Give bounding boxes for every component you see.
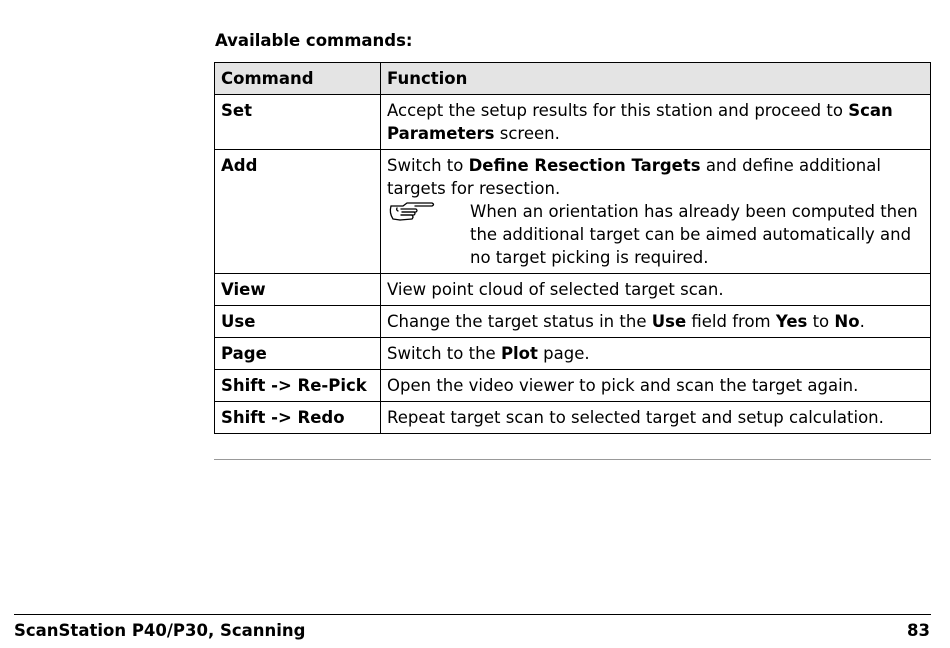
- function-description: [387, 406, 924, 429]
- bold-term: No: [834, 312, 860, 331]
- command-name: Set: [215, 95, 381, 150]
- function-description: [387, 310, 924, 333]
- table-row: [215, 95, 931, 150]
- page-number: 83: [907, 621, 930, 640]
- note-block: [387, 200, 924, 269]
- command-name: View: [215, 274, 381, 306]
- pointing-hand-icon: [387, 200, 470, 223]
- header-function: Function: [381, 63, 931, 95]
- command-name: Use: [215, 306, 381, 338]
- table-row: [215, 150, 931, 274]
- footer-title: ScanStation P40/P30, Scanning: [14, 621, 306, 640]
- commands-table: [214, 62, 931, 434]
- section-divider: [214, 459, 931, 460]
- text-segment: .: [859, 312, 865, 331]
- text-segment: Open the video viewer to pick and scan the target again.: [387, 376, 859, 395]
- header-command: Command: [215, 63, 381, 95]
- command-function: [381, 338, 931, 370]
- bold-term: Use: [651, 312, 687, 331]
- text-segment: and define additional targets for resection.: [387, 156, 881, 198]
- bold-term: Yes: [775, 312, 808, 331]
- footer-rule: [14, 614, 931, 615]
- table-row: [215, 338, 931, 370]
- command-function: [381, 95, 931, 150]
- text-segment: field from: [686, 312, 776, 331]
- function-description: [387, 278, 924, 301]
- command-function: [381, 274, 931, 306]
- table-row: [215, 306, 931, 338]
- text-segment: screen.: [494, 124, 560, 143]
- table-body: [215, 95, 931, 434]
- command-function: [381, 370, 931, 402]
- table-row: [215, 402, 931, 434]
- command-name: Shift -> Redo: [215, 402, 381, 434]
- section-heading: Available commands:: [215, 31, 413, 50]
- command-name: Shift -> Re-Pick: [215, 370, 381, 402]
- table-row: [215, 274, 931, 306]
- text-segment: View point cloud of selected target scan.: [387, 280, 724, 299]
- command-name: Page: [215, 338, 381, 370]
- function-description: [387, 374, 924, 397]
- command-function: [381, 150, 931, 274]
- bold-term: Define Resection Targets: [468, 156, 701, 175]
- text-segment: to: [807, 312, 835, 331]
- function-description: [387, 154, 924, 200]
- text-segment: Switch to the: [387, 344, 501, 363]
- command-name: Add: [215, 150, 381, 274]
- bold-term: Scan Parameters: [387, 101, 893, 143]
- text-segment: Switch to: [387, 156, 469, 175]
- function-description: [387, 99, 924, 145]
- command-function: [381, 402, 931, 434]
- function-description: [387, 342, 924, 365]
- text-segment: page.: [537, 344, 590, 363]
- note-text: When an orientation has already been computed then the additional target can be aimed automatically and no target picking is required.: [470, 202, 918, 267]
- table-header-row: [215, 63, 931, 95]
- text-segment: Repeat target scan to selected target and setup calculation.: [387, 408, 884, 427]
- text-segment: Accept the setup results for this station and proceed to: [387, 101, 849, 120]
- command-function: [381, 306, 931, 338]
- bold-term: Plot: [500, 344, 538, 363]
- text-segment: Change the target status in the: [387, 312, 652, 331]
- table-row: [215, 370, 931, 402]
